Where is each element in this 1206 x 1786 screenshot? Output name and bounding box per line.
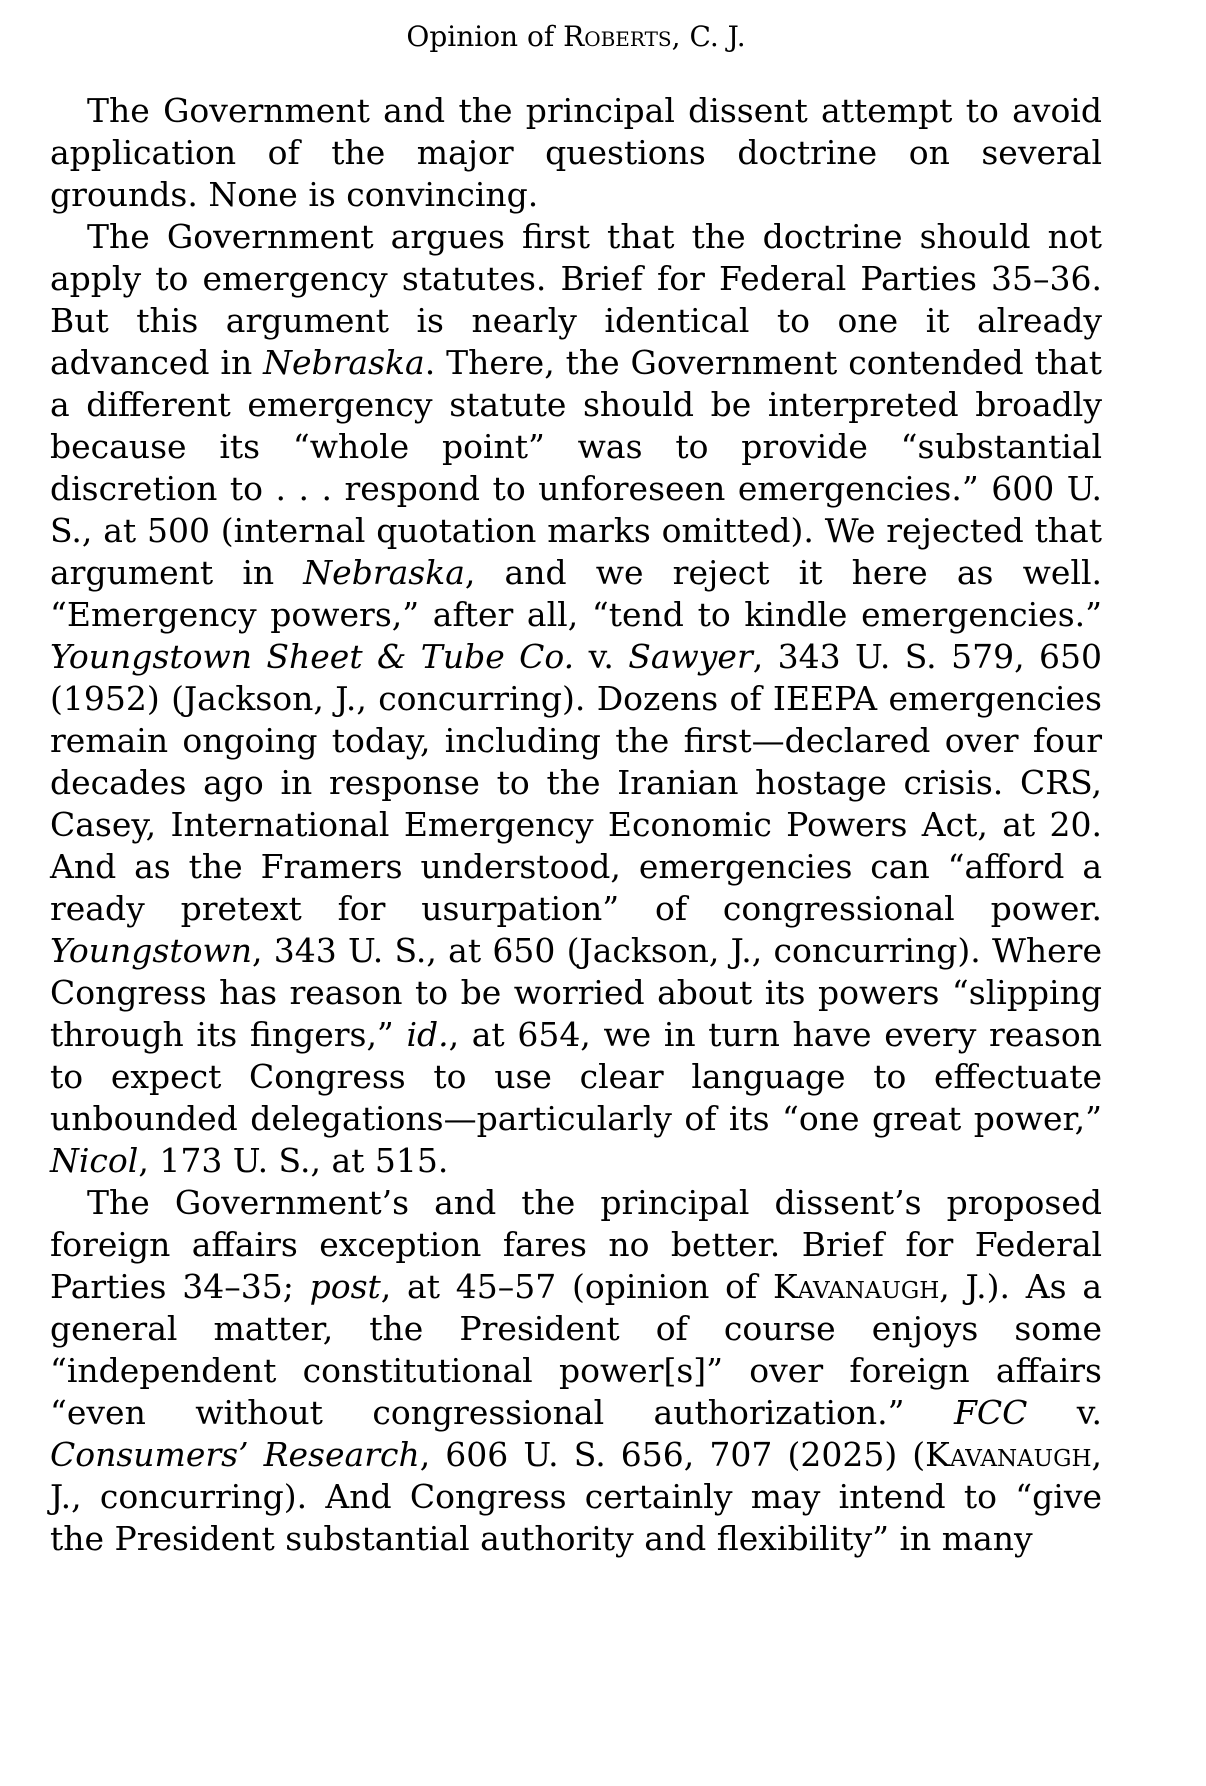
- running-head: [50, 20, 1102, 54]
- text-run: . There, the Government contended that a different emergency statute should be interpreted broadly because its “whole point” was to provide “substantial discretion to . . . respond to unforeseen emergencies.” 600 U. S., at 500 (internal quotation marks omitted). We rejected that argument in: [50, 342, 1102, 592]
- text-run: v.: [1027, 1392, 1102, 1432]
- italic-citation: Consumers’ Research: [50, 1434, 420, 1474]
- text-run: , 343 U. S. 579, 650 (1952) (Jackson, J., concurring). Dozens of IEEPA emergencies remain ongoing today, including the first—declared over four decades ago in response to the Iranian hostage crisis. CRS, Casey, International Emergency Economic Powers Act, at 20. And as the Framers understood, emergencies can “afford a ready pretext for usurpation” of congressional power.: [50, 636, 1102, 928]
- italic-citation: FCC: [953, 1392, 1028, 1432]
- italic-citation: Nebraska: [263, 342, 425, 382]
- text-run: v.: [574, 636, 629, 676]
- text-run: , 343 U. S., at 650 (Jackson, J., concurring). Where Congress has reason to be worried about its powers “slipping through its fingers,”: [50, 930, 1102, 1054]
- justice-name-smallcaps: Roberts: [563, 20, 672, 53]
- italic-citation: Nebraska: [303, 552, 465, 592]
- italic-citation: id.: [406, 1014, 449, 1054]
- text-run: , J.). As a general matter, the President of course enjoys some “independent constitutional power[s]” over foreign affairs “even without congressional authorization.”: [50, 1266, 1103, 1432]
- paragraph: [50, 216, 1102, 1182]
- text-run: , 173 U. S., at 515.: [138, 1140, 449, 1180]
- running-head-prefix: Opinion of: [406, 20, 564, 53]
- small-caps-name: Kavanaugh: [925, 1434, 1092, 1474]
- text-run: The Government and the principal dissent attempt to avoid application of the major questions doctrine on several grounds. None is convincing.: [50, 90, 1102, 214]
- italic-citation: Youngstown Sheet & Tube Co.: [50, 636, 575, 676]
- opinion-body: [50, 90, 1102, 1560]
- italic-citation: Nicol: [50, 1140, 139, 1180]
- text-run: , 606 U. S. 656, 707 (2025) (: [419, 1434, 926, 1474]
- italic-citation: post: [309, 1266, 381, 1306]
- italic-citation: Sawyer: [628, 636, 753, 676]
- running-head-suffix: , C. J.: [671, 20, 746, 53]
- text-run: The Government argues first that the doctrine should not apply to emergency statutes. Brief for Federal Parties 35–36. But this argument is nearly identical to one it already advanced in: [50, 216, 1102, 382]
- italic-citation: Youngstown: [50, 930, 252, 970]
- text-run: , J., concurring). And Congress certainly may intend to “give the President substantial authority and flexibility” in many: [50, 1434, 1102, 1558]
- paragraph: [50, 90, 1102, 216]
- text-run: , and we reject it here as well. “Emergency powers,” after all, “tend to kindle emergencies.”: [50, 552, 1102, 634]
- text-run: The Government’s and the principal dissent’s proposed foreign affairs exception fares no better. Brief for Federal Parties 34–35;: [50, 1182, 1102, 1306]
- text-run: , at 654, we in turn have every reason to expect Congress to use clear language to effectuate unbounded delegations—particularly of its “one great power,”: [50, 1014, 1103, 1138]
- small-caps-name: Kavanaugh: [772, 1266, 940, 1306]
- text-run: , at 45–57 (opinion of: [380, 1266, 773, 1306]
- paragraph: [50, 1182, 1102, 1560]
